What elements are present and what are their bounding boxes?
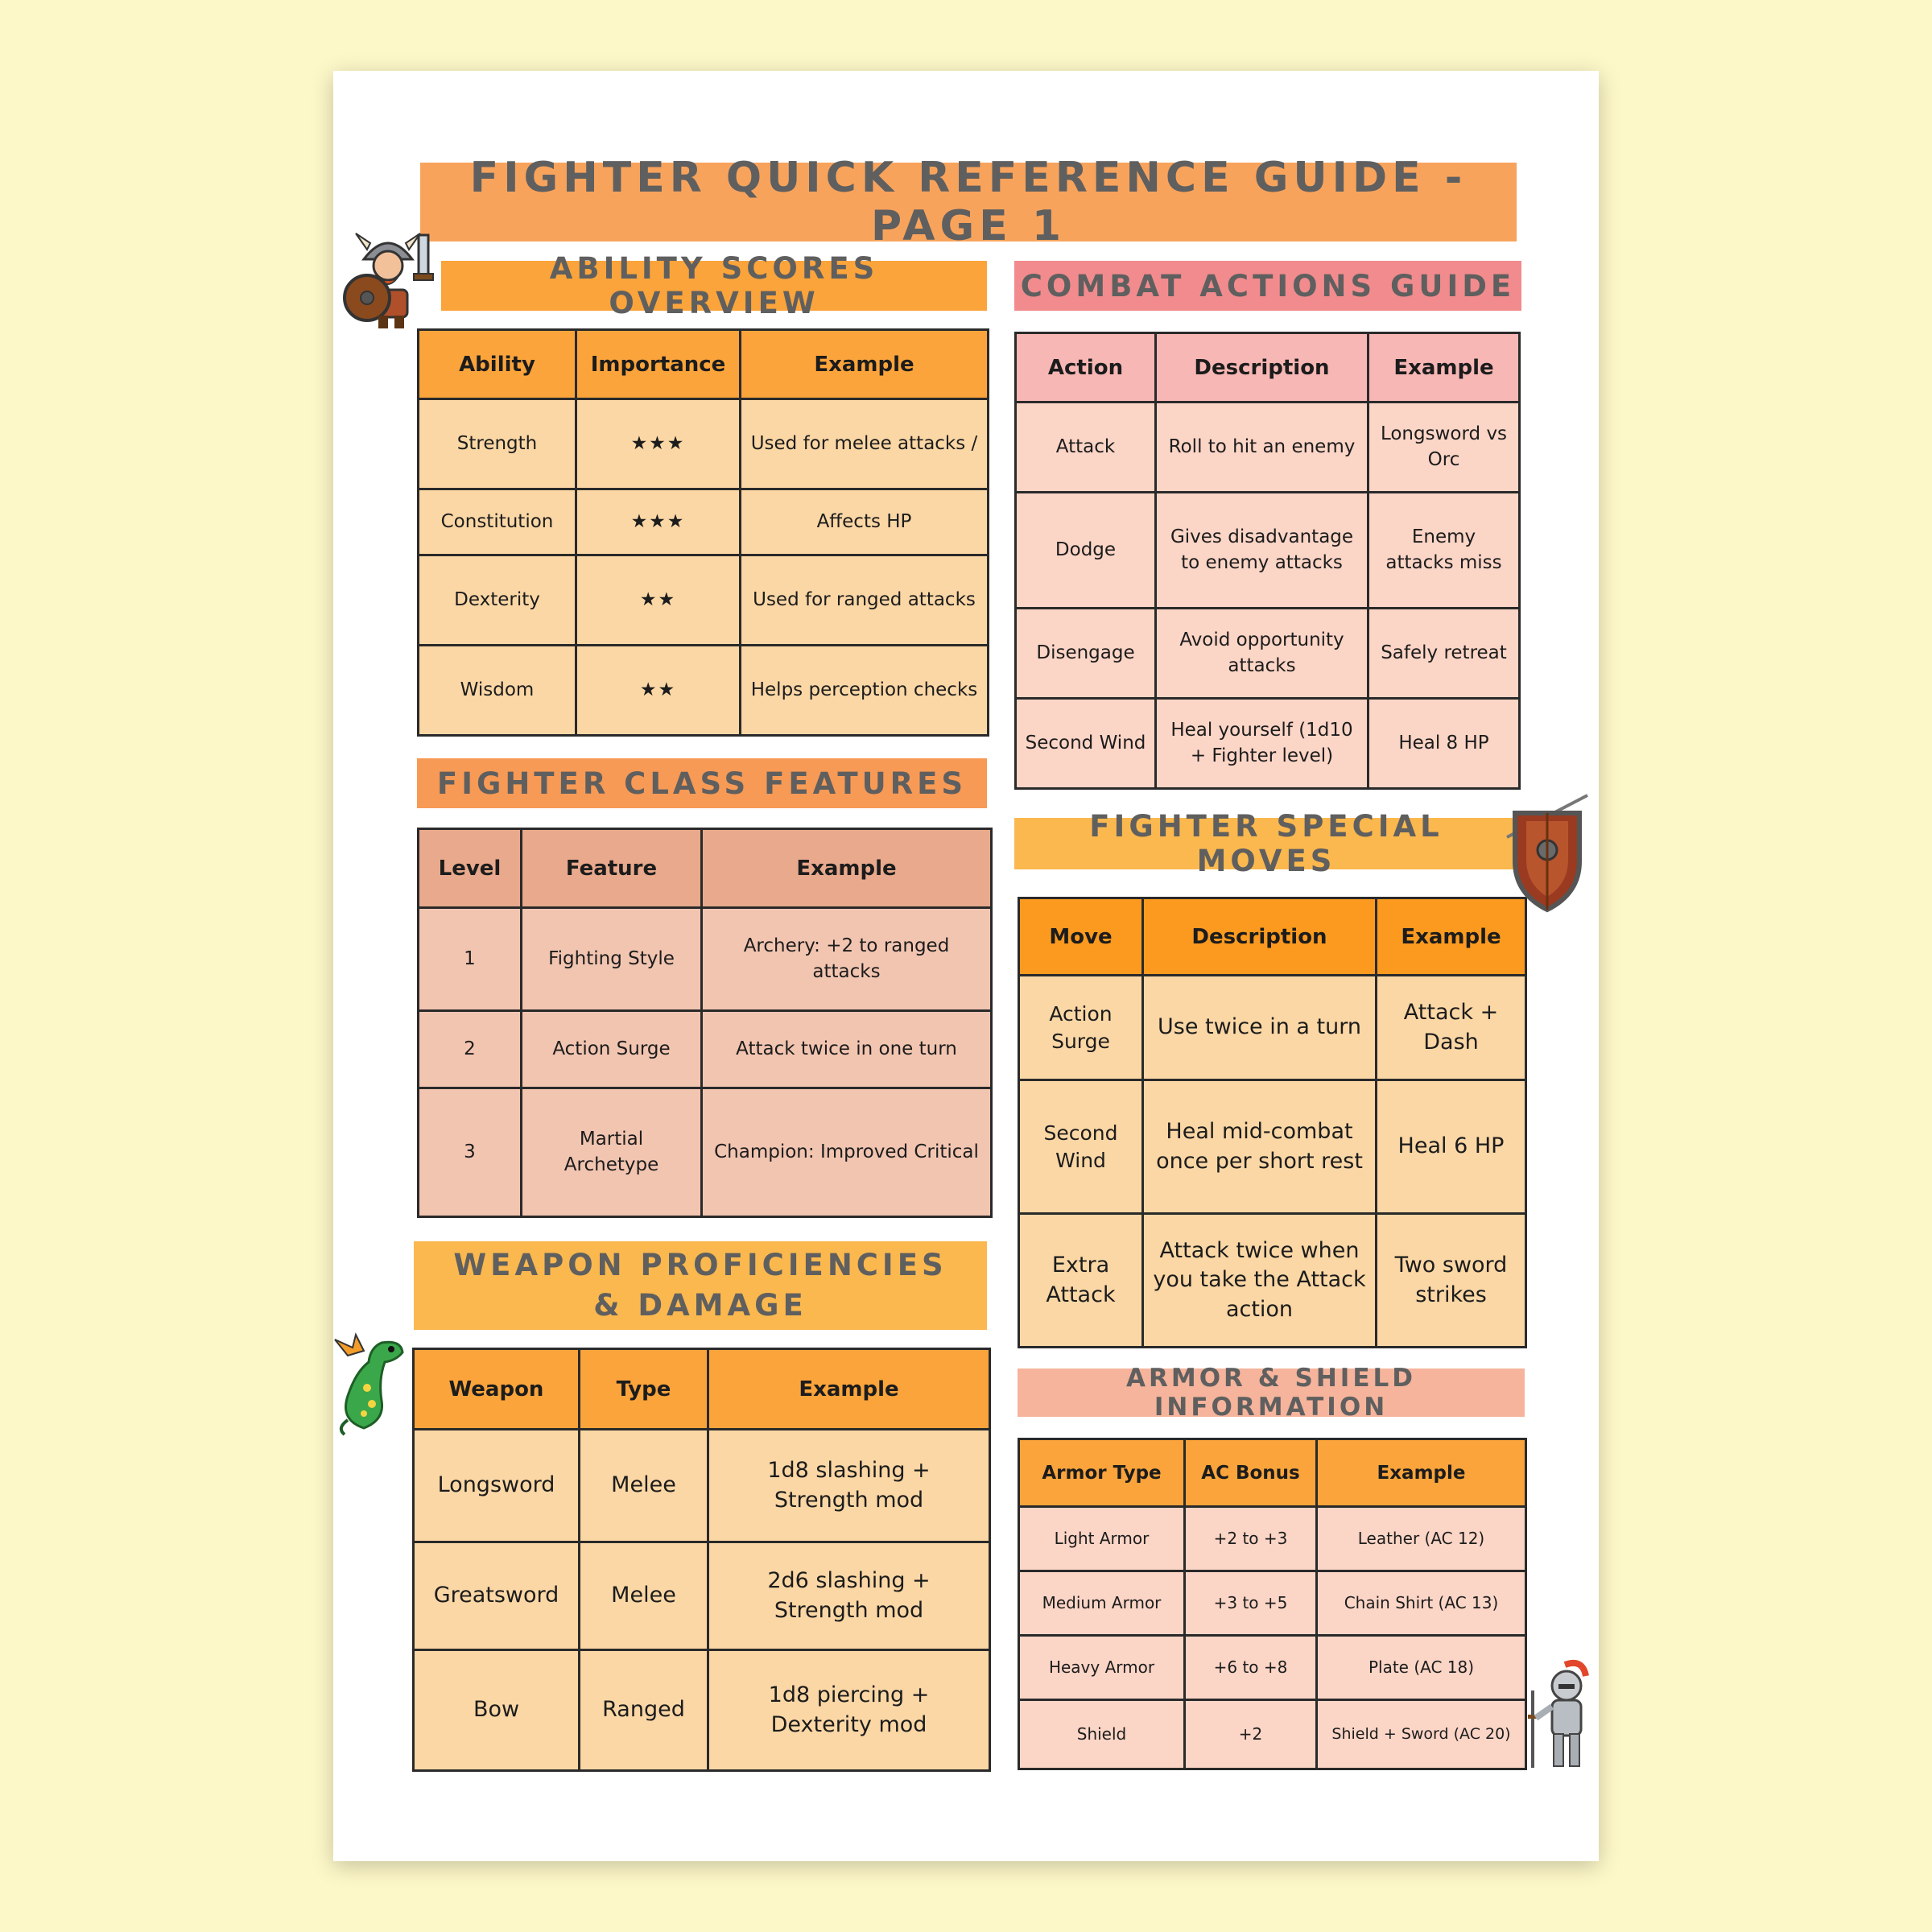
class-features-title: FIGHTER CLASS FEATURES xyxy=(417,758,987,808)
column-header: Armor Type xyxy=(1019,1439,1185,1507)
combat-actions-table xyxy=(1014,332,1521,790)
example-cell: Two sword strikes xyxy=(1377,1214,1526,1348)
table-row xyxy=(1016,609,1520,699)
table-row xyxy=(414,1542,990,1650)
example-cell: Helps perception checks xyxy=(741,646,989,736)
type-cell: Ranged xyxy=(580,1650,708,1771)
table-row xyxy=(1019,1700,1526,1769)
move-name: Extra Attack xyxy=(1019,1214,1143,1348)
level-cell: 1 xyxy=(419,908,522,1011)
column-header: Example xyxy=(1317,1439,1526,1507)
table-header-row xyxy=(419,330,989,399)
description-cell: Heal yourself (1d10 + Fighter level) xyxy=(1156,699,1368,789)
example-cell: 2d6 slashing + Strength mod xyxy=(708,1542,990,1650)
column-header: Example xyxy=(708,1349,990,1430)
column-header: Description xyxy=(1143,898,1377,976)
table-row xyxy=(419,489,989,555)
example-cell: Attack twice in one turn xyxy=(702,1011,992,1088)
shield-with-arrows-icon xyxy=(1499,789,1596,918)
table-row xyxy=(419,555,989,646)
column-header: Type xyxy=(580,1349,708,1430)
table-row xyxy=(1016,493,1520,609)
example-cell: Leather (AC 12) xyxy=(1317,1507,1526,1571)
example-cell: 1d8 slashing + Strength mod xyxy=(708,1430,990,1542)
table-row xyxy=(419,908,992,1011)
ac-bonus: +3 to +5 xyxy=(1185,1571,1317,1636)
ability-name: Dexterity xyxy=(419,555,576,646)
example-cell: Shield + Sword (AC 20) xyxy=(1317,1700,1526,1769)
table-row xyxy=(414,1650,990,1771)
type-cell: Melee xyxy=(580,1430,708,1542)
example-cell: Safely retreat xyxy=(1368,609,1520,699)
armor-type: Shield xyxy=(1019,1700,1185,1769)
description-cell: Roll to hit an enemy xyxy=(1156,402,1368,493)
column-header: Level xyxy=(419,829,522,908)
example-cell: Champion: Improved Critical xyxy=(702,1088,992,1217)
ac-bonus: +2 to +3 xyxy=(1185,1507,1317,1571)
table-row xyxy=(1016,402,1520,493)
example-cell: Used for ranged attacks xyxy=(741,555,989,646)
column-header: Action xyxy=(1016,333,1156,402)
special-moves-title: FIGHTER SPECIAL MOVES xyxy=(1014,818,1518,869)
armor-table xyxy=(1018,1438,1527,1770)
move-name: Second Wind xyxy=(1019,1080,1143,1214)
action-name: Dodge xyxy=(1016,493,1156,609)
example-cell: Used for melee attacks / xyxy=(741,399,989,489)
description-cell: Gives disadvantage to enemy attacks xyxy=(1156,493,1368,609)
weapons-table xyxy=(412,1348,991,1772)
example-cell: Plate (AC 18) xyxy=(1317,1636,1526,1700)
column-header: Feature xyxy=(522,829,702,908)
table-header-row xyxy=(414,1349,990,1430)
armor-title: ARMOR & SHIELD INFORMATION xyxy=(1018,1368,1525,1417)
table-row xyxy=(419,1011,992,1088)
ability-scores-table xyxy=(417,328,989,737)
importance-stars: ★★ xyxy=(576,555,741,646)
column-header: Importance xyxy=(576,330,741,399)
action-name: Attack xyxy=(1016,402,1156,493)
table-row xyxy=(1019,1080,1526,1214)
table-header-row xyxy=(1019,898,1526,976)
ability-name: Strength xyxy=(419,399,576,489)
table-header-row xyxy=(419,829,992,908)
ability-scores-title: ABILITY SCORES OVERVIEW xyxy=(441,261,987,311)
table-row xyxy=(419,646,989,736)
weapons-title: WEAPON PROFICIENCIES & DAMAGE xyxy=(414,1241,987,1330)
column-header: AC Bonus xyxy=(1185,1439,1317,1507)
table-row xyxy=(1019,1636,1526,1700)
combat-actions-title: COMBAT ACTIONS GUIDE xyxy=(1014,261,1521,311)
example-cell: Archery: +2 to ranged attacks xyxy=(702,908,992,1011)
example-cell: Heal 8 HP xyxy=(1368,699,1520,789)
feature-cell: Martial Archetype xyxy=(522,1088,702,1217)
column-header: Description xyxy=(1156,333,1368,402)
page-title: FIGHTER QUICK REFERENCE GUIDE - PAGE 1 xyxy=(420,163,1517,242)
column-header: Example xyxy=(1377,898,1526,976)
type-cell: Melee xyxy=(580,1542,708,1650)
example-cell: Enemy attacks miss xyxy=(1368,493,1520,609)
example-cell: Longsword vs Orc xyxy=(1368,402,1520,493)
armor-type: Light Armor xyxy=(1019,1507,1185,1571)
column-header: Weapon xyxy=(414,1349,580,1430)
action-name: Second Wind xyxy=(1016,699,1156,789)
ac-bonus: +2 xyxy=(1185,1700,1317,1769)
column-header: Ability xyxy=(419,330,576,399)
weapon-name: Bow xyxy=(414,1650,580,1771)
table-row xyxy=(1019,1507,1526,1571)
feature-cell: Action Surge xyxy=(522,1011,702,1088)
table-row xyxy=(1019,1214,1526,1348)
table-row xyxy=(1016,699,1520,789)
ac-bonus: +6 to +8 xyxy=(1185,1636,1317,1700)
weapon-name: Greatsword xyxy=(414,1542,580,1650)
example-cell: Affects HP xyxy=(741,489,989,555)
example-cell: 1d8 piercing + Dexterity mod xyxy=(708,1650,990,1771)
importance-stars: ★★ xyxy=(576,646,741,736)
table-row xyxy=(419,1088,992,1217)
table-header-row xyxy=(1019,1439,1526,1507)
weapon-name: Longsword xyxy=(414,1430,580,1542)
description-cell: Use twice in a turn xyxy=(1143,976,1377,1080)
importance-stars: ★★★ xyxy=(576,489,741,555)
level-cell: 2 xyxy=(419,1011,522,1088)
ability-name: Constitution xyxy=(419,489,576,555)
green-dragon-icon xyxy=(332,1323,412,1436)
table-row xyxy=(419,399,989,489)
feature-cell: Fighting Style xyxy=(522,908,702,1011)
special-moves-table xyxy=(1018,897,1527,1348)
column-header: Move xyxy=(1019,898,1143,976)
description-cell: Heal mid-combat once per short rest xyxy=(1143,1080,1377,1214)
action-name: Disengage xyxy=(1016,609,1156,699)
table-row xyxy=(1019,1571,1526,1636)
move-name: Action Surge xyxy=(1019,976,1143,1080)
table-row xyxy=(414,1430,990,1542)
example-cell: Heal 6 HP xyxy=(1377,1080,1526,1214)
column-header: Example xyxy=(1368,333,1520,402)
description-cell: Avoid opportunity attacks xyxy=(1156,609,1368,699)
armor-type: Heavy Armor xyxy=(1019,1636,1185,1700)
column-header: Example xyxy=(702,829,992,908)
description-cell: Attack twice when you take the Attack action xyxy=(1143,1214,1377,1348)
column-header: Example xyxy=(741,330,989,399)
viking-warrior-icon xyxy=(340,219,452,332)
ability-name: Wisdom xyxy=(419,646,576,736)
armor-type: Medium Armor xyxy=(1019,1571,1185,1636)
class-features-table xyxy=(417,828,993,1218)
knight-figure-icon xyxy=(1521,1658,1602,1771)
table-row xyxy=(1019,976,1526,1080)
importance-stars: ★★★ xyxy=(576,399,741,489)
example-cell: Chain Shirt (AC 13) xyxy=(1317,1571,1526,1636)
table-header-row xyxy=(1016,333,1520,402)
level-cell: 3 xyxy=(419,1088,522,1217)
example-cell: Attack + Dash xyxy=(1377,976,1526,1080)
